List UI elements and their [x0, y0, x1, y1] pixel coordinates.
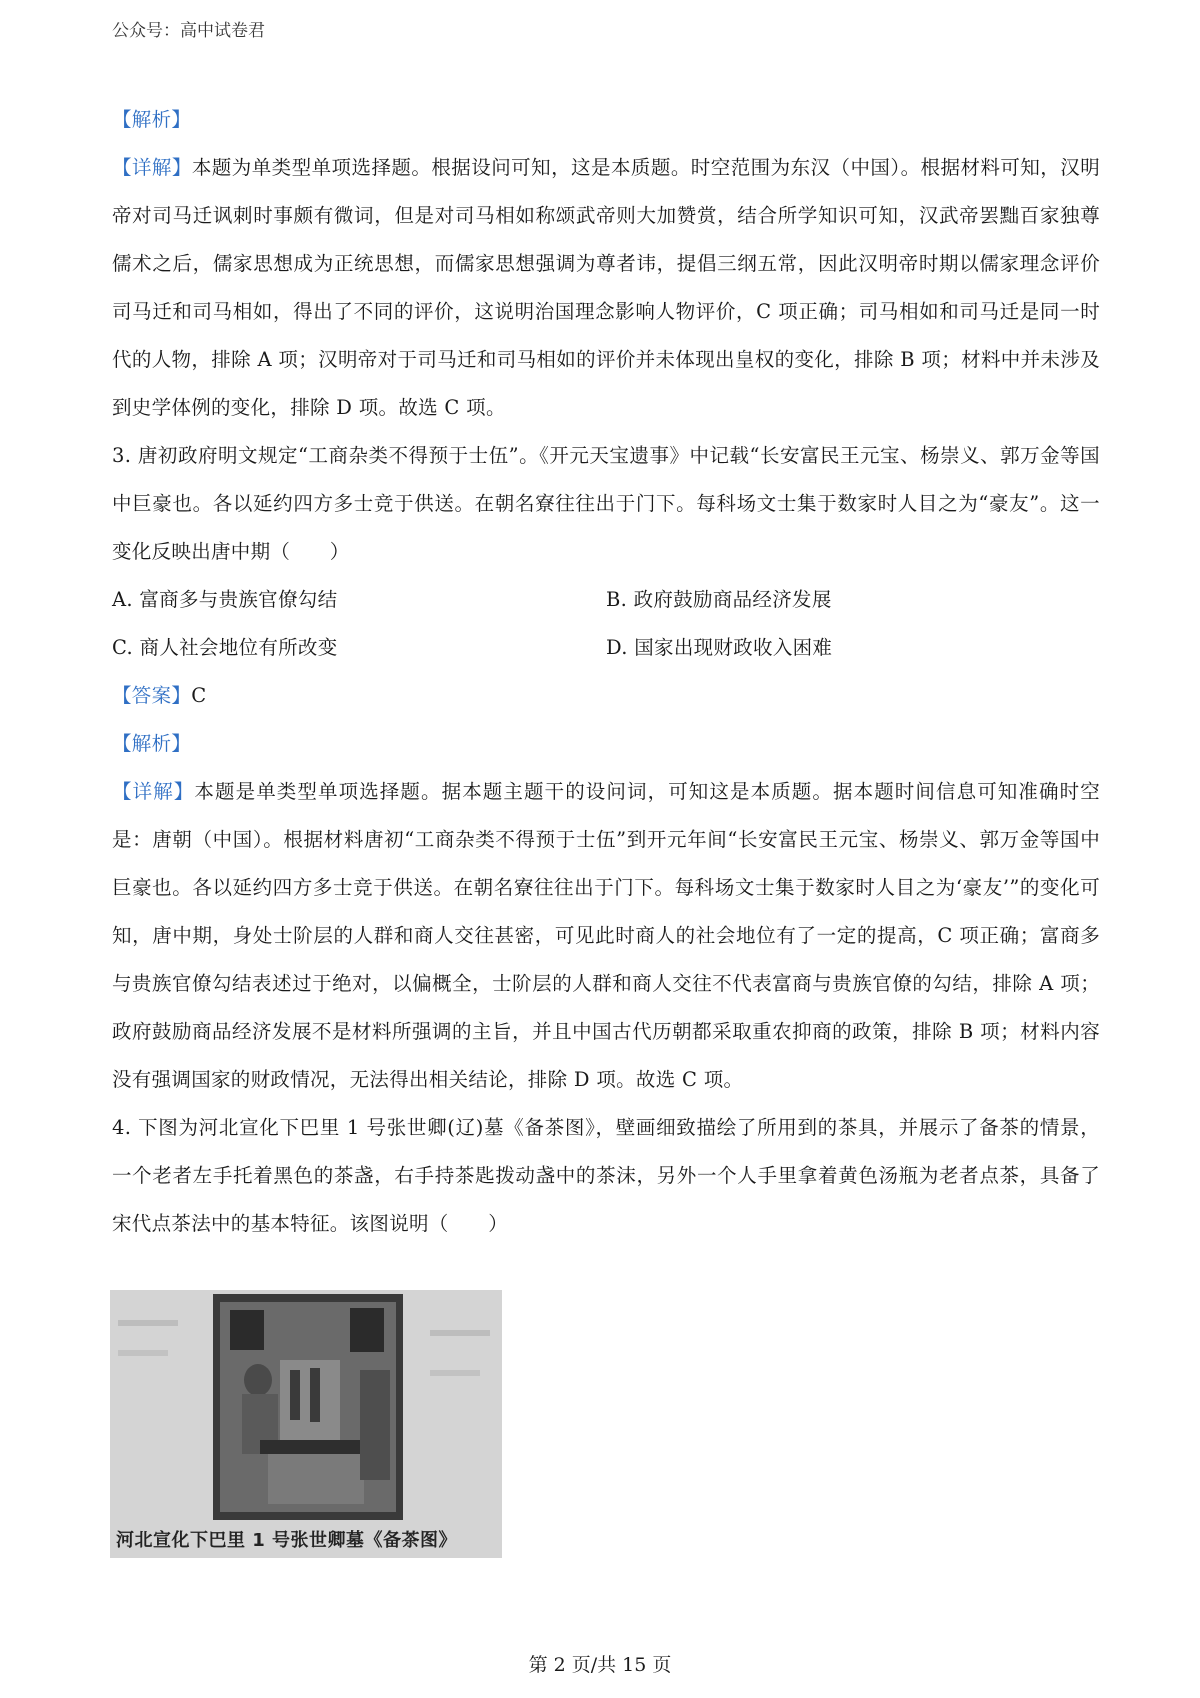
q3-option-d: D. 国家出现财政收入困难 — [606, 636, 833, 659]
q3-detail — [112, 768, 1100, 1104]
mural-figure — [110, 1290, 502, 1558]
page-header: 公众号：高中试卷君 — [112, 21, 265, 41]
q2-analysis-label: 【解析】 — [112, 108, 192, 131]
q2-detail — [112, 144, 1100, 432]
page-footer: 第 2 页/共 15 页 — [528, 1654, 672, 1676]
q3-answer-label: 【答案】 — [112, 684, 192, 707]
mural-image — [110, 1290, 502, 1558]
q3-option-c: C. 商人社会地位有所改变 — [112, 636, 338, 659]
document-body — [112, 96, 1100, 1248]
q3-stem: 3. 唐初政府明文规定“工商杂类不得预于士伍”。《开元天宝遗事》中记载“长安富民王元宝、杨崇义、郭万金等国中巨豪也。各以延约四方多士竞于供送。在朝名寮往往出于门下。每科场文士集于数家时人目之为“豪友”。这一变化反映出唐中期（ ） — [112, 444, 1100, 563]
q3-answer — [112, 672, 1100, 720]
q2-detail-label: 【详解】 — [112, 156, 192, 179]
figure-caption: 河北宣化下巴里 1 号张世卿墓《备茶图》 — [116, 1530, 458, 1551]
q3-option-b: B. 政府鼓励商品经济发展 — [606, 588, 832, 611]
q3-answer-value: C — [191, 684, 207, 707]
q3-detail-text: 本题是单类型单项选择题。据本题主题干的设问词，可知这是本质题。据本题时间信息可知准确时空是：唐朝（中国）。根据材料唐初“工商杂类不得预于士伍”到开元年间“长安富民王元宝、杨崇义、郭万金等国中巨豪也。各以延约四方多士竞于供送。在朝名寮往往出于门下。每科场文士集于数家时人目之为‘豪友’”的变化可知，唐中期，身处士阶层的人群和商人交往甚密，可见此时商人的社会地位有了一定的提高，C 项正确；富商多与贵族官僚勾结表述过于绝对，以偏概全，士阶层的人群和商人交往不代表富商与贵族官僚的勾结，排除 A 项；政府鼓励商品经济发展不是材料所强调的主旨，并且中国古代历朝都采取重农抑商的政策，排除 B 项；材料内容没有强调国家的财政情况，无法得出相关结论，排除 D 项。故选 C 项。 — [112, 780, 1101, 1091]
q3-detail-label: 【详解】 — [112, 780, 195, 803]
q3-analysis-label: 【解析】 — [112, 732, 192, 755]
q3-option-a: A. 富商多与贵族官僚勾结 — [112, 588, 338, 611]
q2-detail-text: 本题为单类型单项选择题。根据设问可知，这是本质题。时空范围为东汉（中国）。根据材料可知，汉明帝对司马迁讽刺时事颇有微词，但是对司马相如称颂武帝则大加赞赏，结合所学知识可知，汉武帝罢黜百家独尊儒术之后，儒家思想成为正统思想，而儒家思想强调为尊者讳，提倡三纲五常，因此汉明帝时期以儒家理念评价司马迁和司马相如，得出了不同的评价，这说明治国理念影响人物评价，C 项正确；司马相如和司马迁是同一时代的人物，排除 A 项；汉明帝对于司马迁和司马相如的评价并未体现出皇权的变化，排除 B 项；材料中并未涉及到史学体例的变化，排除 D 项。故选 C 项。 — [112, 156, 1100, 419]
q4-stem: 4. 下图为河北宣化下巴里 1 号张世卿(辽)墓《备茶图》，壁画细致描绘了所用到的茶具，并展示了备茶的情景，一个老者左手托着黑色的茶盏，右手持茶匙拨动盏中的茶沫，另外一个人手里拿着黄色汤瓶为老者点茶，具备了宋代点茶法中的基本特征。该图说明（ ） — [112, 1116, 1100, 1235]
q3-options — [112, 576, 1100, 672]
